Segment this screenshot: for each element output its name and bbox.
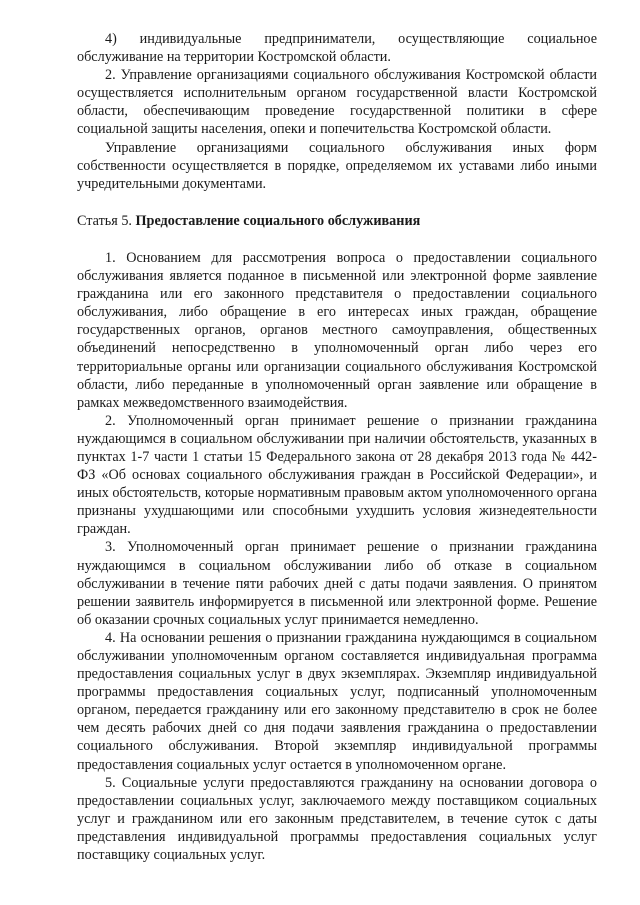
clause-3: 3. Уполномоченный орган принимает решение о признании гражданина нуждающимся в социальном обслуживании либо об отказе в социальном обслуживании в течение пяти рабочих дней с даты подачи заявления. О принятом решении заявитель информируется в письменной или электронной форме. Решение об оказании срочных социальных услуг принимается немедленно. xyxy=(77,539,597,628)
article-number: Статья 5. xyxy=(77,212,132,229)
paragraph-management-state: 2. Управление организациями социального обслуживания Костромской области осуществляется исполнительным органом государственной власти Костромской области, обеспечивающим проведение государственной политики в сфере социальной защиты населения, опеки и попечительства Костромской области. xyxy=(77,67,597,138)
clause-4: 4. На основании решения о признании гражданина нуждающимся в социальном обслуживании уполномоченным органом составляется индивидуальная программа предоставления социальных услуг в двух экземплярах. Экземпляр индивидуальной программы предоставления социальных услуг, подписанный уполномоченным органом, передается гражданину или его законному представителю в срок не более чем десять рабочих дней со дня подачи заявления гражданина о предоставлении социального обслуживания. Второй экземпляр индивидуальной программы предоставления социальных услуг остается в уполномоченном органе. xyxy=(77,629,597,773)
article-title: Предоставление социального обслуживания xyxy=(135,212,421,229)
paragraph-entrepreneurs: 4) индивидуальные предприниматели, осуществляющие социальное обслуживание на территории Костромской области. xyxy=(77,31,597,66)
clause-2: 2. Уполномоченный орган принимает решение о признании гражданина нуждающимся в социальном обслуживании при наличии обстоятельств, указанных в пунктах 1-7 части 1 статьи 15 Федерального закона от 28 декабря 2013 года № 442-ФЗ «Об основах социального обслуживания граждан в Российской Федерации», и иных обстоятельств, которые нормативным правовым актом уполномоченного органа признаны ухудшающими или способными ухудшить условия жизнедеятельности граждан. xyxy=(77,412,597,538)
paragraph-management-other: Управление организациями социального обслуживания иных форм собственности осуществляется в порядке, определяемом их уставами либо иными учредительными документами. xyxy=(77,139,597,192)
document-page xyxy=(77,30,597,864)
clause-5: 5. Социальные услуги предоставляются гражданину на основании договора о предоставлении социальных услуг, заключаемого между поставщиком социальных услуг и гражданином или его законным представителем, в течение суток с даты представления индивидуальной программы предоставления социальных услуг поставщику социальных услуг. xyxy=(77,774,597,864)
article-heading xyxy=(77,212,597,230)
clause-1: 1. Основанием для рассмотрения вопроса о предоставлении социального обслуживания является поданное в письменной или электронной форме заявление гражданина или его законного представителя о предоставлении социального обслуживания, либо обращение в его интересах иных граждан, обращение государственных органов, органов местного самоуправления, общественных объединений непосредственно в уполномоченный орган либо через его территориальные органы или организации социального обслуживания Костромской области, либо переданные в уполномоченный орган заявление или обращение в рамках межведомственного взаимодействия. xyxy=(77,249,597,411)
